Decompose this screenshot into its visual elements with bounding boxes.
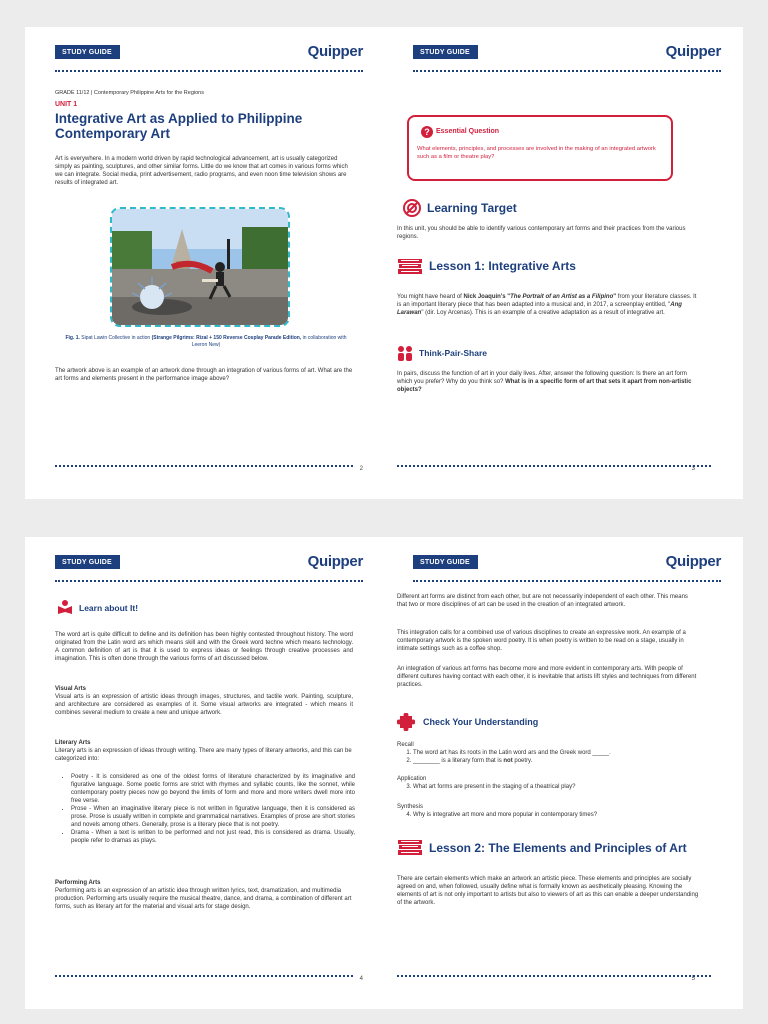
page-number: 5 bbox=[691, 976, 695, 982]
literary-forms-list bbox=[55, 773, 355, 845]
lesson-2-text: There are certain elements which make an artwork an artistic piece. These elements and principles are socially agreed on and, when followed, usually define what is formally known as aesthetically pleasing. Knowing the elements of art is not only important to artists but also to viewers of art as this can enable a deeper understanding of the artwork. bbox=[397, 876, 699, 906]
books-icon bbox=[397, 256, 423, 281]
recall-label: Recall bbox=[397, 742, 414, 748]
study-guide-badge: STUDY GUIDE bbox=[413, 555, 478, 569]
quipper-logo: Quipper bbox=[665, 553, 721, 570]
lesson-1-title: Lesson 1: Integrative Arts bbox=[429, 259, 576, 273]
l1-screenplay-title: Ang Larawan bbox=[397, 302, 682, 316]
figure-caption bbox=[61, 335, 351, 349]
header-divider bbox=[413, 580, 721, 582]
intro-paragraph: The word art is quite difficult to define and its definition has been highly contested throughout history. The word originated from the Latin word ars which means skill and with the Greek word techne which means technology. A common definition of art is that it is used to express ideas or feelings through creative processes and imagination. This is often done through the various forms of art discussed below. bbox=[55, 632, 353, 662]
list-item: • Poetry - It is considered as one of the oldest forms of literature characterized by its imaginative and figurative language. Some poetic forms are strict with rhymes and syllabic counts, like the sonnet, while contemporary poetry pieces now go beyond the limits of form and more and more writers dwell more into free verse. bbox=[71, 773, 355, 805]
header-divider bbox=[55, 70, 363, 72]
breadcrumb: GRADE 11/12 | Contemporary Philippine Arts for the Regions bbox=[55, 90, 204, 96]
page-4 bbox=[25, 537, 385, 1009]
study-guide-badge: STUDY GUIDE bbox=[413, 45, 478, 59]
synthesis-questions bbox=[397, 811, 703, 819]
study-guide-badge: STUDY GUIDE bbox=[55, 45, 120, 59]
page-header bbox=[55, 43, 363, 69]
list-item: • Drama - When a text is written to be performed and not just read, this is considered as drama. Usually, people refer to dramas as plays. bbox=[71, 829, 355, 845]
question-3: 3. What art forms are present in the staging of a theatrical play? bbox=[413, 783, 703, 791]
puzzle-icon bbox=[397, 713, 415, 736]
paragraph-2: This integration calls for a combined use of various disciplines to create an expressive work. An example of a contemporary artwork is the spoken word poetry. It is when poetry is written to be read on a stage, usually in intimate settings such as a coffee shop. bbox=[397, 630, 686, 652]
recall-questions bbox=[397, 749, 703, 765]
tps-question: What is in a specific form of art that sets it apart from non-artistic objects? bbox=[397, 379, 692, 393]
page-number: 2 bbox=[359, 466, 363, 472]
literary-arts-heading: Literary Arts bbox=[55, 740, 91, 746]
intro-paragraph: Art is everywhere. In a modern world driven by rapid technological advancement, art is usually categorized simply as painting, sculptures, and other similar forms. Little do we know that art comes in various forms which we can integrate. Social media, print advertisement, radio programs, and even noon time television shows are results of integrated art. bbox=[55, 156, 348, 186]
footer-divider bbox=[55, 465, 353, 467]
question-2: 2. ________ is a literary form that is not poetry. bbox=[413, 757, 703, 765]
performance-photo bbox=[110, 207, 290, 327]
quipper-logo: Quipper bbox=[665, 43, 721, 60]
footer-divider bbox=[55, 975, 353, 977]
essential-question-text: What elements, principles, and processes are involved in the making of an integrated artwork such as a film or theatre play? bbox=[417, 146, 656, 160]
paragraph-1: Different art forms are distinct from each other, but are not necessarily independent of each other. This means that two or more disciplines of art can be used in the creation of an integrated artwork. bbox=[397, 594, 688, 608]
caption-text: Sipat Lawin Collective in action bbox=[81, 335, 151, 341]
visual-arts-heading: Visual Arts bbox=[55, 686, 87, 692]
reader-icon bbox=[57, 599, 73, 620]
literary-arts-text: Literary arts is an expression of ideas through writing. There are many types of literary artworks, and this can be categorized into: bbox=[55, 748, 352, 762]
header-divider bbox=[413, 70, 721, 72]
page-5 bbox=[383, 537, 743, 1009]
page-header bbox=[55, 553, 363, 579]
performing-arts-text: Performing arts is an expression of an artistic idea through written lyrics, text, dramatization, and multimedia production. Performing arts usually require the musical theatre, dance, and drama, a combination of different art forms, such as literary art for the material and visual arts for stage design. bbox=[55, 888, 352, 910]
page-number: 3 bbox=[691, 466, 695, 472]
study-guide-badge: STUDY GUIDE bbox=[55, 555, 120, 569]
page-header bbox=[413, 43, 721, 69]
question-icon: ? bbox=[421, 126, 433, 138]
header-divider bbox=[55, 580, 363, 582]
caption-bold: (Strange Pilgrims: Rizal + 150 Reverse Cosplay Parade Edition, bbox=[151, 335, 302, 341]
think-pair-share-text bbox=[397, 370, 699, 394]
list-item: • Prose - When an imaginative literary piece is not written in figurative language, then it is considered as prose. Prose is usually written in complete and grammatical narratives. Examples of prose are short stories and novels among others. Generally, prose is a literary piece that is not poetry. bbox=[71, 805, 355, 829]
footer-divider bbox=[397, 465, 711, 467]
people-icon bbox=[397, 345, 413, 366]
tps-text: In pairs, discuss the function of art in your daily lives. After, answer the following question: Is there an art form which you prefer? Why do you think so? bbox=[397, 371, 687, 385]
figure-number: Fig. 1. bbox=[65, 335, 80, 341]
page-2 bbox=[25, 27, 385, 499]
page-number: 4 bbox=[359, 976, 363, 982]
target-icon bbox=[403, 199, 421, 222]
application-questions bbox=[397, 783, 703, 791]
caption-rest: in collaboration with Leeron New) bbox=[191, 335, 347, 348]
application-label: Application bbox=[397, 776, 427, 782]
question-1: 1. The word art has its roots in the Latin word ars and the Greek word _____. bbox=[413, 749, 703, 757]
lesson-1-text bbox=[397, 293, 699, 317]
paragraph-3: An integration of various art forms has become more and more evident in contemporary arts. With people of different cultures having contact with each other, it is inevitable that artists lift styles and techniques from different practices. bbox=[397, 666, 697, 688]
l1-work-title: The Portrait of an Artist as a Filipino bbox=[510, 294, 614, 300]
learning-target-text: In this unit, you should be able to identify various contemporary art forms and their practices from the various regions. bbox=[397, 226, 686, 240]
learning-target-title: Learning Target bbox=[427, 201, 517, 215]
footer-divider bbox=[397, 975, 711, 977]
l1-quote: " bbox=[613, 294, 617, 300]
page-header bbox=[413, 553, 721, 579]
question-4: 4. Why is integrative art more and more popular in contemporary times? bbox=[413, 811, 703, 819]
page-title: Integrative Art as Applied to Philippine Contemporary Art bbox=[55, 111, 303, 141]
synthesis-label: Synthesis bbox=[397, 804, 424, 810]
l1-text-a: You might have heard of bbox=[397, 294, 464, 300]
essential-question-title: Essential Question bbox=[436, 128, 500, 135]
l1-text-g: " (dir. Loy Arcenas). This is an example of a creative adaptation as a result of integrative art. bbox=[421, 310, 665, 316]
performing-arts-heading: Performing Arts bbox=[55, 880, 101, 886]
lesson-2-title: Lesson 2: The Elements and Principles of Art bbox=[429, 841, 687, 855]
essential-question-box bbox=[407, 115, 673, 181]
check-your-understanding-title: Check Your Understanding bbox=[423, 717, 539, 727]
unit-label: UNIT 1 bbox=[55, 101, 78, 108]
books-icon bbox=[397, 837, 423, 862]
think-pair-share-title: Think-Pair-Share bbox=[419, 348, 488, 358]
body-paragraph: The artwork above is an example of an artwork done through an integration of various forms of art. What are the art forms and elements present in the performance image above? bbox=[55, 368, 353, 382]
quipper-logo: Quipper bbox=[307, 43, 363, 60]
l1-author: Nick Joaquin's " bbox=[463, 294, 511, 300]
learn-about-it-title: Learn about It! bbox=[79, 603, 139, 613]
quipper-logo: Quipper bbox=[307, 553, 363, 570]
visual-arts-text: Visual arts is an expression of artistic ideas through images, structures, and tactile work. Painting, sculpture, and architecture are considered as examples of it. Some visual artworks are integrated - which means it combines several medium to create a new and unique artwork. bbox=[55, 694, 353, 716]
l1-text-e: from your literature classes. It is an important literary piece that has been adapted into a musical and, in 2017, a screenplay entitled, " bbox=[397, 294, 697, 308]
page-3 bbox=[383, 27, 743, 499]
